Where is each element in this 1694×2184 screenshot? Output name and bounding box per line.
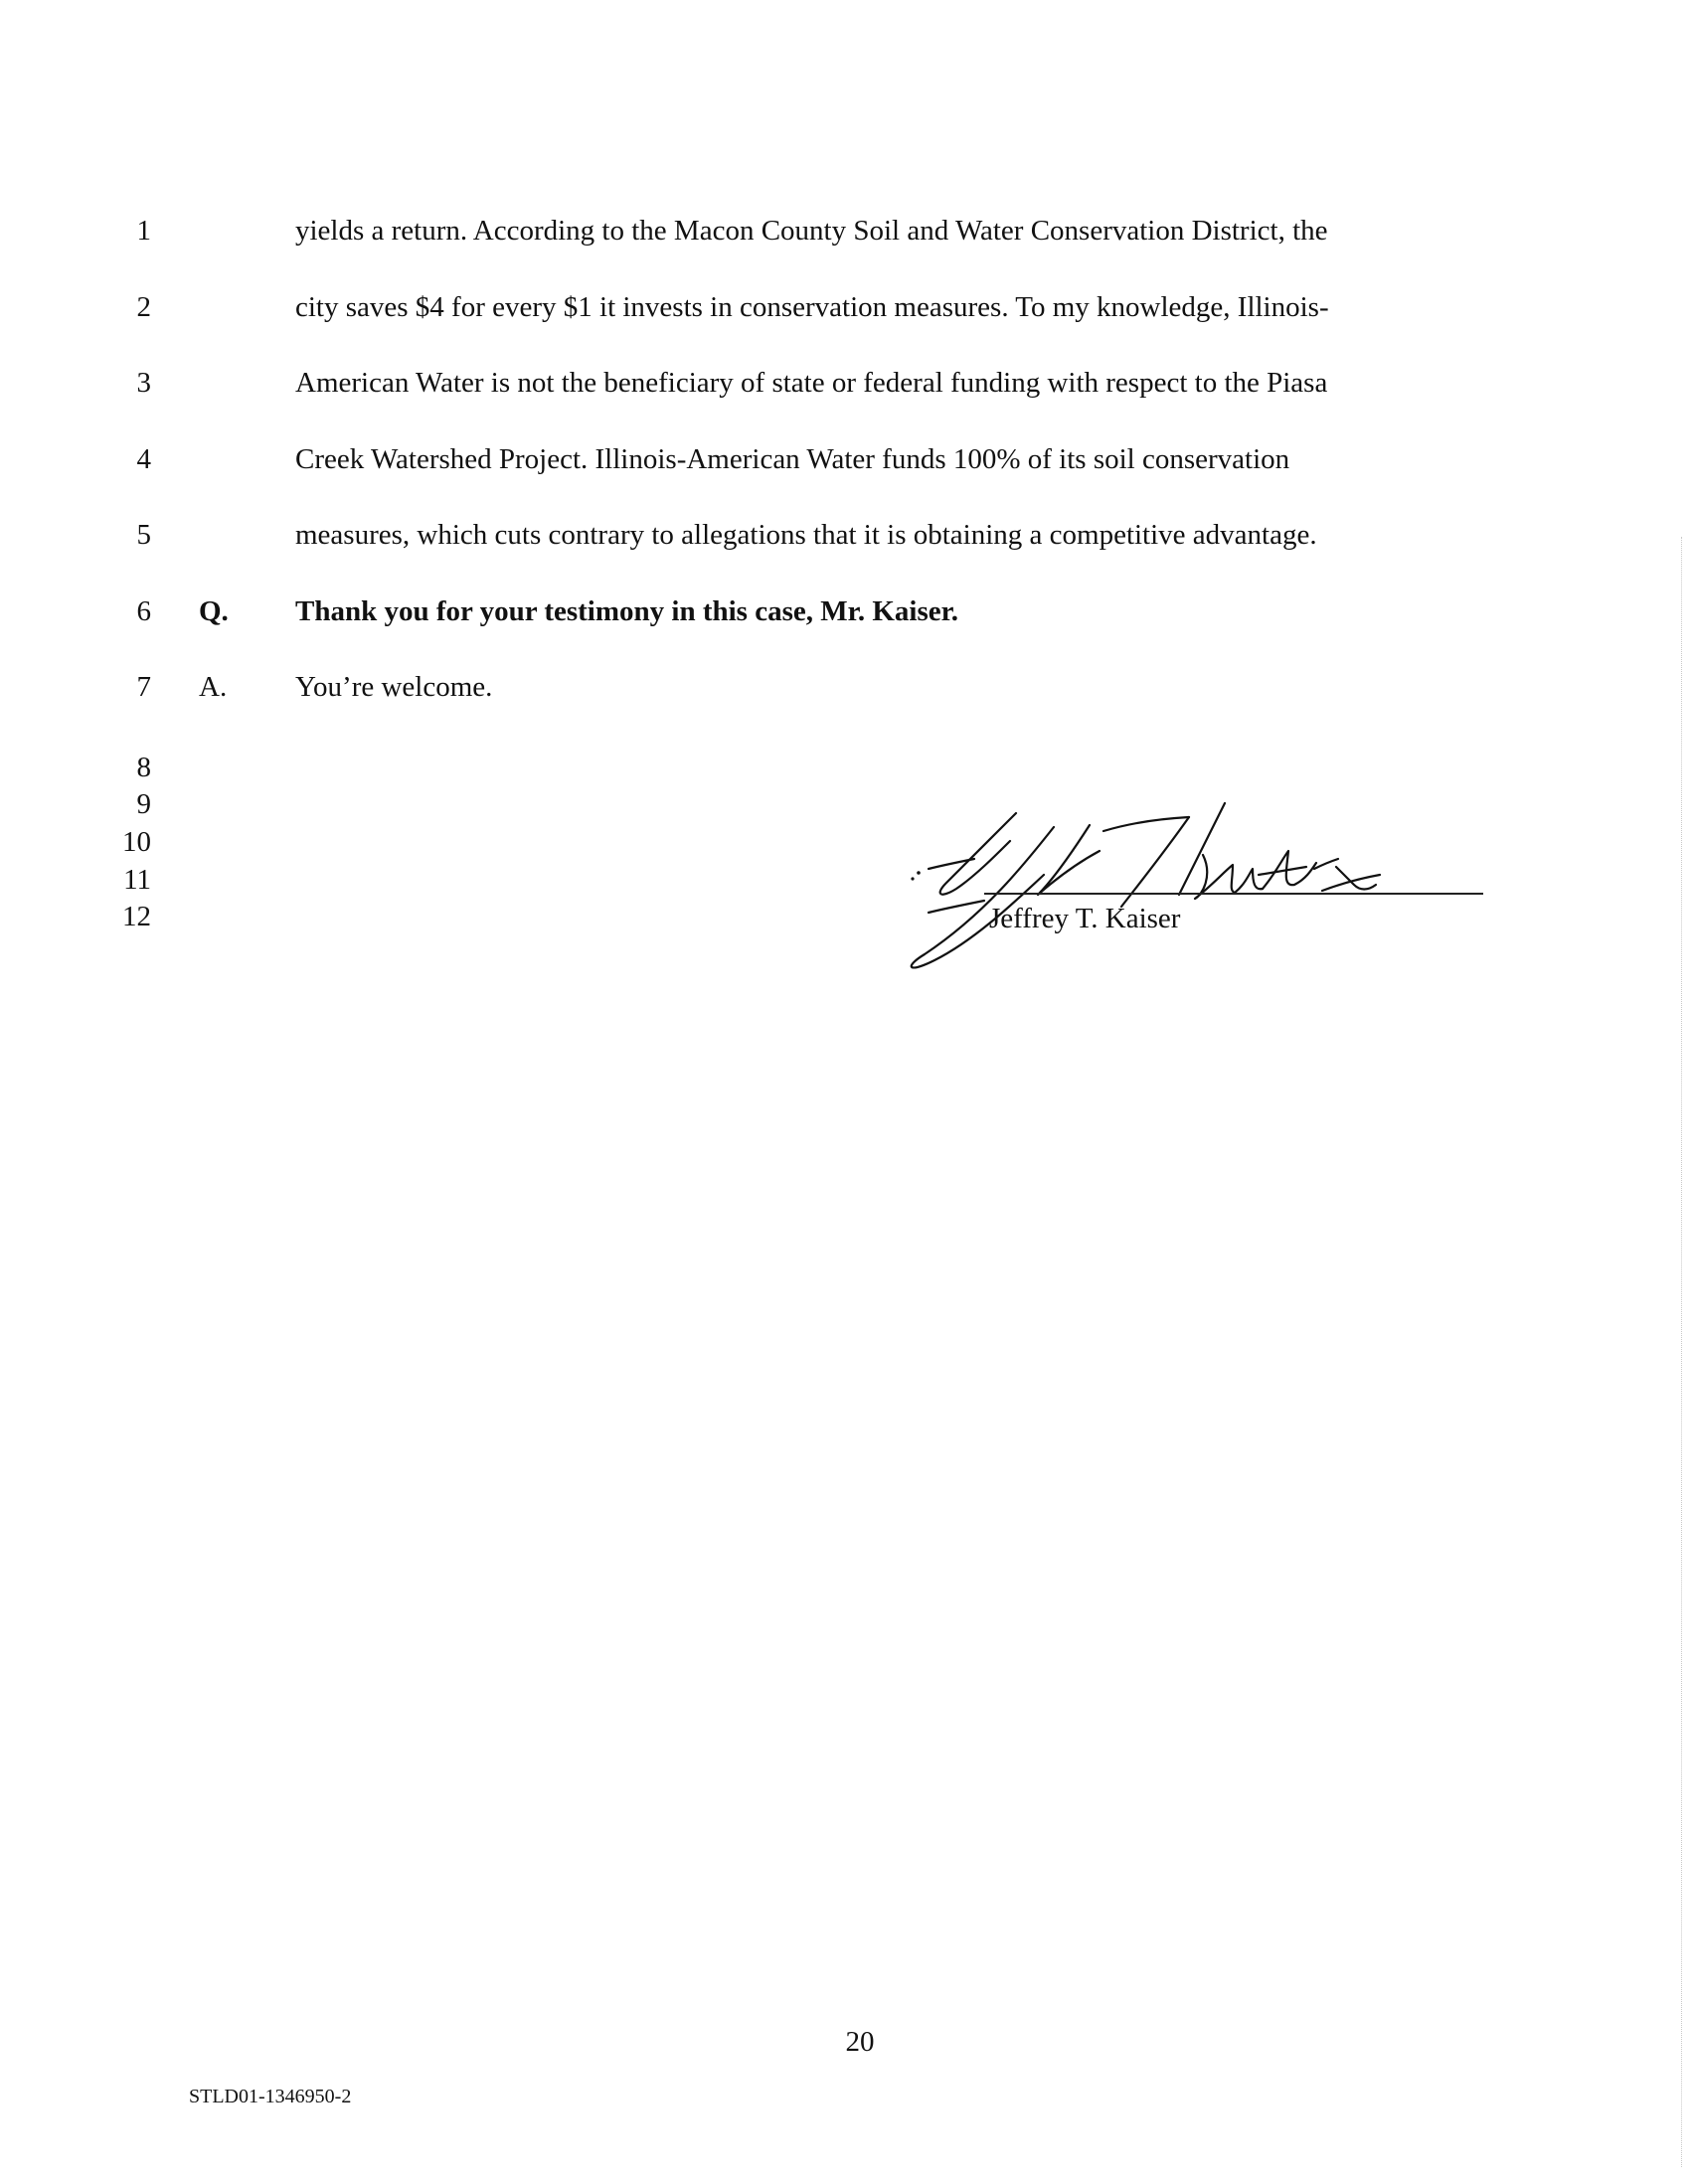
- line-number: 1: [136, 215, 151, 247]
- line-number: 4: [136, 443, 151, 475]
- testimony-text-line: measures, which cuts contrary to allegations that it is obtaining a competitive advantage.: [295, 519, 1317, 551]
- line-number: 5: [136, 519, 151, 551]
- page-number: 20: [845, 2026, 875, 2058]
- signer-name: Jeffrey T. Kaiser: [989, 903, 1181, 934]
- line-number: 9: [136, 788, 151, 820]
- line-number: 2: [136, 291, 151, 323]
- testimony-text-line: city saves $4 for every $1 it invests in conservation measures. To my knowledge, Illinois-: [295, 291, 1329, 323]
- scan-edge-divider: [1681, 537, 1682, 2167]
- line-number: 7: [136, 671, 151, 703]
- signature-line: [984, 893, 1483, 895]
- question-label: Q.: [199, 595, 229, 627]
- line-number: 6: [136, 595, 151, 627]
- line-number: 11: [123, 864, 151, 896]
- handwritten-signature: [905, 795, 1441, 974]
- answer-label: A.: [199, 671, 228, 703]
- testimony-text-line: Creek Watershed Project. Illinois-American Water funds 100% of its soil conservation: [295, 443, 1290, 475]
- testimony-text-line: American Water is not the beneficiary of state or federal funding with respect to the Piasa: [295, 367, 1328, 399]
- line-number: 3: [136, 367, 151, 399]
- line-number: 10: [122, 826, 151, 858]
- line-number: 8: [136, 752, 151, 783]
- testimony-text-line: yields a return. According to the Macon County Soil and Water Conservation District, the: [295, 215, 1328, 247]
- line-number: 12: [122, 901, 151, 932]
- answer-text: You’re welcome.: [295, 671, 493, 703]
- question-text: Thank you for your testimony in this case, Mr. Kaiser.: [295, 595, 959, 627]
- document-id: STLD01-1346950-2: [189, 2086, 352, 2107]
